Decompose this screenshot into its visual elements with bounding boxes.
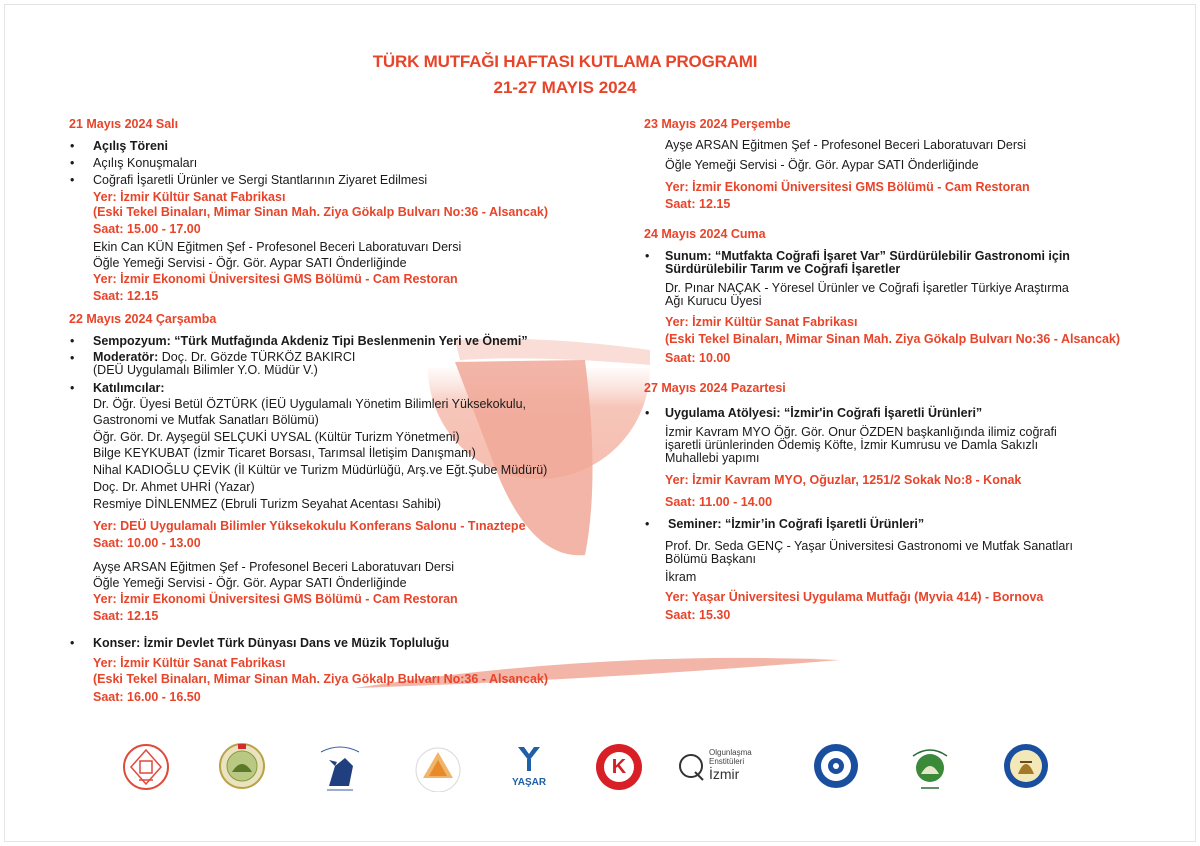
day2-venue3-address: (Eski Tekel Binaları, Mimar Sinan Mah. Ziya Gökalp Bulvarı No:36 - Alsancak) [93,672,549,686]
day2-time2: Saat: 12.15 [93,609,159,623]
kavram-logo [594,742,644,792]
day3-lunch: Öğle Yemeği Servisi - Öğr. Gör. Aypar SATI Önderliğinde [665,158,979,172]
moderator-name: Doç. Dr. Gözde TÜRKÖZ BAKIRCI [158,350,356,364]
day2-time1: Saat: 10.00 - 13.00 [93,536,201,550]
ministry-logo-icon [121,742,171,792]
ticaret-borsasi-logo-icon [907,740,953,794]
day1-opening-ceremony: Açılış Töreni [93,139,169,153]
day1-time2: Saat: 12.15 [93,289,159,303]
day2-moderator-affiliation: (DEÜ Uygulamalı Bilimler Y.O. Müdür V.) [93,363,318,377]
day1-date: 21 Mayıs 2024 Salı [69,117,179,131]
day5-date: 27 Mayıs 2024 Pazartesi [644,381,786,395]
day5-workshop-desc-3: Muhallebi yapımı [665,451,760,465]
moderator-label: Moderatör: [93,350,159,364]
olgunlasma-line2: Enstitüleri [709,757,745,766]
participant-1: Dr. Öğr. Üyesi Betül ÖZTÜRK (İEÜ Uygulamalı Yönetim Bilimleri Yüksekokulu, [93,397,527,411]
day2-concert: Konser: İzmir Devlet Türk Dünyası Dans ve Müzik Topluluğu [93,636,450,650]
day4-time: Saat: 10.00 [665,351,731,365]
day5-time2: Saat: 15.30 [665,608,731,622]
participant-6: Resmiye DİNLENMEZ (Ebruli Turizm Seyahat Acentası Sahibi) [93,497,442,511]
bullet: • [70,173,75,187]
bullet: • [70,351,75,365]
program-title: TÜRK MUTFAĞI HAFTASI KUTLAMA PROGRAMI [372,52,758,71]
day1-venue1-address: (Eski Tekel Binaları, Mimar Sinan Mah. Ziya Gökalp Bulvarı No:36 - Alsancak) [93,205,549,219]
day2-lunch: Öğle Yemeği Servisi - Öğr. Gör. Aypar SATI Önderliğinde [93,576,407,590]
day1-time1: Saat: 15.00 - 17.00 [93,222,201,236]
day1-venue2: Yer: İzmir Ekonomi Üniversitesi GMS Bölümü - Cam Restoran [93,272,458,286]
day4-venue-address: (Eski Tekel Binaları, Mimar Sinan Mah. Ziya Gökalp Bulvarı No:36 - Alsancak) [665,332,1121,346]
participant-2: Öğr. Gör. Dr. Ayşegül SELÇUKİ UYSAL (Kültür Turizm Yönetmeni) [93,430,460,444]
yasar-wordmark: YAŞAR [512,777,547,788]
day2-venue2: Yer: İzmir Ekonomi Üniversitesi GMS Bölümü - Cam Restoran [93,592,458,606]
bullet: • [70,334,75,348]
day1-speeches: Açılış Konuşmaları [93,156,198,170]
yasar-logo [512,745,546,788]
sponsor-logos [0,742,1200,802]
day4-speaker-cont: Ağı Kurucu Üyesi [665,294,762,308]
day5-venue1: Yer: İzmir Kavram MYO, Oğuzlar, 1251/2 Sokak No:8 - Konak [665,473,1022,487]
olgunlasma-line3: İzmir [709,766,740,782]
day5-time1: Saat: 11.00 - 14.00 [665,495,773,509]
day1-venue1: Yer: İzmir Kültür Sanat Fabrikası [93,190,286,204]
day3-time: Saat: 12.15 [665,197,731,211]
day2-symposium: Sempozyum: “Türk Mutfağında Akdeniz Tipi Beslenmenin Yeri ve Önemi” [93,334,528,348]
participant-3: Bilge KEYKUBAT (İzmir Ticaret Borsası, Tarımsal İletişim Danışmanı) [93,446,476,460]
right-column [620,0,1200,846]
day2-venue1: Yer: DEÜ Uygulamalı Bilimler Yüksekokulu Konferans Salonu - Tınaztepe [93,519,526,533]
yasar-emblem-icon [512,745,546,773]
day4-presentation: Sunum: “Mutfakta Coğrafi İşaret Var” Sürdürülebilir Gastronomi için [665,249,1070,263]
day4-date: 24 Mayıs 2024 Cuma [644,227,766,241]
day2-participants-label: Katılımcılar: [93,381,165,395]
bullet: • [70,636,75,650]
deu-logo-icon [315,740,365,796]
bullet: • [645,249,650,263]
day5-seminar-speaker-cont: Bölümü Başkanı [665,552,757,566]
day5-workshop-desc-2: işaretli ürünlerinden Ödemiş Köfte, İzmir Kumrusu ve Damla Sakızlı [665,438,1039,452]
kavram-letter: K [611,756,627,778]
day1-chef: Ekin Can KÜN Eğitmen Şef - Profesonel Beceri Laboratuvarı Dersi [93,240,462,254]
day3-chef: Ayşe ARSAN Eğitmen Şef - Profesonel Beceri Laboratuvarı Dersi [665,138,1027,152]
olgunlasma-line1: Olgunlaşma [709,748,752,757]
day2-venue3: Yer: İzmir Kültür Sanat Fabrikası [93,656,286,670]
bullet: • [645,406,650,420]
bullet: • [645,517,650,531]
participant-1-cont: Gastronomi ve Mutfak Sanatları Bölümü) [93,413,319,427]
olgunlasma-logo [677,748,767,788]
ieu-logo-icon [415,744,461,792]
day5-catering: İkram [665,570,697,584]
day1-lunch: Öğle Yemeği Servisi - Öğr. Gör. Aypar SATI Önderliğinde [93,256,407,270]
day5-workshop: Uygulama Atölyesi: “İzmir'in Coğrafi İşaretli Ürünleri” [665,406,983,420]
governorship-seal-icon [218,742,266,790]
participant-5: Doç. Dr. Ahmet UHRİ (Yazar) [93,480,255,494]
day4-presentation-cont: Sürdürülebilir Tarım ve Coğrafi İşaretler [665,262,901,276]
day5-venue2: Yer: Yaşar Üniversitesi Uygulama Mutfağı (Myvia 414) - Bornova [665,590,1044,604]
mutfak-dernegi-logo-icon [1002,742,1050,790]
bullet: • [70,381,75,395]
bullet: • [70,156,75,170]
day2-date: 22 Mayıs 2024 Çarşamba [69,312,217,326]
participant-4: Nihal KADIOĞLU ÇEVİK (İl Kültür ve Turizm Müdürlüğü, Arş.ve Eğt.Şube Müdürü) [93,463,548,477]
day3-venue: Yer: İzmir Ekonomi Üniversitesi GMS Bölümü - Cam Restoran [665,180,1030,194]
ticaret-odasi-logo-icon [812,742,860,790]
day3-date: 23 Mayıs 2024 Perşembe [644,117,791,131]
day5-workshop-desc: İzmir Kavram MYO Öğr. Gör. Onur ÖZDEN başkanlığında ilimiz coğrafi [665,425,1057,439]
day2-time3: Saat: 16.00 - 16.50 [93,690,201,704]
day2-chef: Ayşe ARSAN Eğitmen Şef - Profesonel Beceri Laboratuvarı Dersi [93,560,455,574]
day4-speaker: Dr. Pınar NAÇAK - Yöresel Ürünler ve Coğrafi İşaretler Türkiye Araştırma [665,281,1069,295]
day5-seminar-speaker: Prof. Dr. Seda GENÇ - Yaşar Üniversitesi Gastronomi ve Mutfak Sanatları [665,539,1074,553]
olgunlasma-q-icon [677,750,707,784]
day4-venue: Yer: İzmir Kültür Sanat Fabrikası [665,315,858,329]
bullet: • [70,139,75,153]
day5-seminar: Seminer: “İzmir’in Coğrafi İşaretli Ürünleri” [668,517,925,531]
program-dates: 21-27 MAYIS 2024 [493,78,637,97]
day1-stands: Coğrafi İşaretli Ürünler ve Sergi Stantlarının Ziyaret Edilmesi [93,173,428,187]
